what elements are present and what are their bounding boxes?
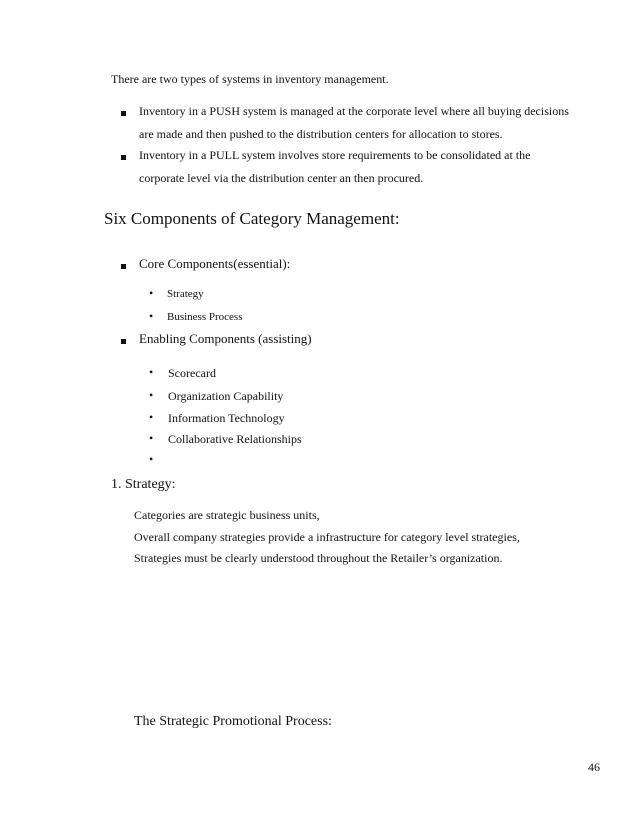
intro-text: There are two types of systems in inventory management. bbox=[111, 72, 389, 86]
square-bullet-icon bbox=[121, 111, 126, 116]
square-bullet-icon bbox=[121, 339, 126, 344]
promo-heading: The Strategic Promotional Process: bbox=[134, 714, 332, 729]
bullet-dot-icon: • bbox=[149, 452, 154, 466]
core-label: Core Components(essential): bbox=[139, 256, 291, 271]
square-bullet-icon bbox=[121, 155, 126, 160]
bullet-dot-icon: • bbox=[149, 388, 154, 402]
bullet-dot-icon: • bbox=[149, 410, 154, 424]
strategy-heading: 1. Strategy: bbox=[111, 477, 176, 492]
section-heading: Six Components of Category Management: bbox=[104, 209, 400, 228]
square-bullet-icon bbox=[121, 264, 126, 269]
core-item: Business Process bbox=[167, 311, 243, 323]
bullet-dot-icon: • bbox=[149, 365, 154, 379]
enabling-item: Information Technology bbox=[168, 411, 285, 425]
enabling-item: Scorecard bbox=[168, 366, 216, 380]
enabling-item: Collaborative Relationships bbox=[168, 432, 302, 446]
strategy-line: Categories are strategic business units, bbox=[134, 508, 320, 522]
push-line-1: Inventory in a PUSH system is managed at the corporate level where all buying decisions bbox=[139, 104, 569, 118]
core-item: Strategy bbox=[167, 288, 204, 300]
strategy-line: Strategies must be clearly understood throughout the Retailer’s organization. bbox=[134, 551, 503, 565]
page-number: 46 bbox=[588, 760, 600, 774]
enabling-item: Organization Capability bbox=[168, 389, 284, 403]
push-line-2: are made and then pushed to the distribution centers for allocation to stores. bbox=[139, 127, 503, 141]
pull-line-1: Inventory in a PULL system involves store requirements to be consolidated at the bbox=[139, 148, 531, 162]
bullet-dot-icon: • bbox=[149, 286, 154, 300]
strategy-line: Overall company strategies provide a infrastructure for category level strategies, bbox=[134, 530, 520, 544]
bullet-dot-icon: • bbox=[149, 309, 154, 323]
pull-line-2: corporate level via the distribution center an then procured. bbox=[139, 171, 424, 185]
bullet-dot-icon: • bbox=[149, 431, 154, 445]
enabling-label: Enabling Components (assisting) bbox=[139, 331, 312, 346]
